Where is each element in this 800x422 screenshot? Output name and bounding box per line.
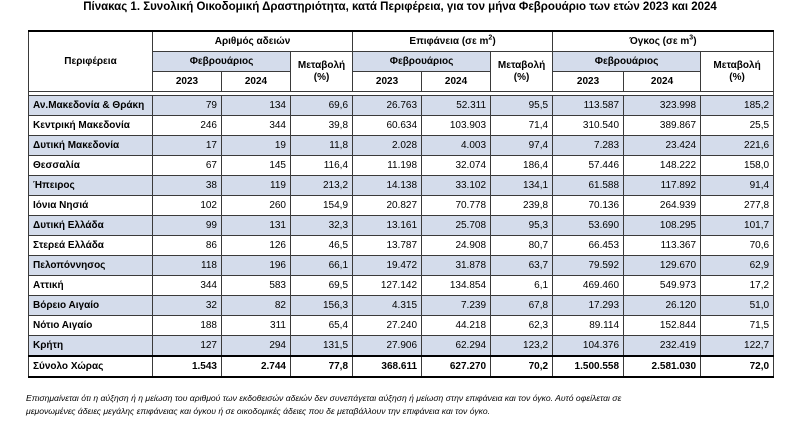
cell-volume-2023: 7.283 <box>553 136 624 156</box>
cell-area-2023: 14.138 <box>353 176 422 196</box>
footnote-line-1: Επισημαίνεται ότι η αύξηση ή η μείωση του αριθμού των εκδοθεισών αδειών δεν συνεπάγεται αύξηση ή μείωση στην επιφάνεια και τον όγκο. Αυτό οφείλεται σε <box>26 393 622 403</box>
total-row <box>29 356 774 377</box>
cell-volume-change: 91,4 <box>701 176 774 196</box>
cell-volume-change: 62,9 <box>701 256 774 276</box>
cell-volume-2023: 104.376 <box>553 336 624 357</box>
cell-permits-2023: 127 <box>153 336 222 357</box>
cell-total-volume-change: 72,0 <box>701 356 774 377</box>
cell-volume-2024: 26.120 <box>624 296 701 316</box>
cell-volume-change: 122,7 <box>701 336 774 357</box>
header-year-2024: 2024 <box>222 72 291 92</box>
cell-volume-2023: 310.540 <box>553 116 624 136</box>
cell-volume-2024: 148.222 <box>624 156 701 176</box>
cell-area-change: 123,2 <box>491 336 553 357</box>
header-year-2023: 2023 <box>353 72 422 92</box>
cell-area-2024: 25.708 <box>422 216 491 236</box>
header-region: Περιφέρεια <box>29 31 153 92</box>
cell-region: Αν.Μακεδονία & Θράκη <box>29 96 153 116</box>
cell-permits-2024: 260 <box>222 196 291 216</box>
cell-area-2023: 11.198 <box>353 156 422 176</box>
cell-area-2023: 27.240 <box>353 316 422 336</box>
cell-region: Στερεά Ελλάδα <box>29 236 153 256</box>
cell-total-permits-change: 77,8 <box>291 356 353 377</box>
cell-area-change: 186,4 <box>491 156 553 176</box>
cell-permits-2023: 38 <box>153 176 222 196</box>
cell-area-2023: 60.634 <box>353 116 422 136</box>
cell-volume-change: 17,2 <box>701 276 774 296</box>
cell-permits-2023: 344 <box>153 276 222 296</box>
cell-permits-2023: 32 <box>153 296 222 316</box>
cell-volume-change: 70,6 <box>701 236 774 256</box>
header-year-2023: 2023 <box>153 72 222 92</box>
cell-volume-change: 51,0 <box>701 296 774 316</box>
cell-volume-change: 71,5 <box>701 316 774 336</box>
cell-volume-change: 25,5 <box>701 116 774 136</box>
table-row <box>29 176 774 196</box>
cell-region: Κεντρική Μακεδονία <box>29 116 153 136</box>
header-permits-month: Φεβρουάριος <box>153 52 291 72</box>
cell-volume-2024: 108.295 <box>624 216 701 236</box>
table-row <box>29 256 774 276</box>
cell-permits-2023: 86 <box>153 236 222 256</box>
cell-area-change: 6,1 <box>491 276 553 296</box>
cell-volume-change: 101,7 <box>701 216 774 236</box>
table-row <box>29 336 774 357</box>
cell-area-change: 80,7 <box>491 236 553 256</box>
table-row <box>29 196 774 216</box>
cell-area-2023: 4.315 <box>353 296 422 316</box>
cell-area-2024: 24.908 <box>422 236 491 256</box>
cell-permits-2024: 19 <box>222 136 291 156</box>
cell-permits-2024: 119 <box>222 176 291 196</box>
cell-region: Ιόνια Νησιά <box>29 196 153 216</box>
table-row <box>29 276 774 296</box>
table-row <box>29 296 774 316</box>
cell-permits-change: 69,6 <box>291 96 353 116</box>
cell-region: Σύνολο Χώρας <box>29 356 153 377</box>
cell-volume-2023: 66.453 <box>553 236 624 256</box>
cell-volume-2023: 57.446 <box>553 156 624 176</box>
cell-volume-2023: 17.293 <box>553 296 624 316</box>
header-volume-change: Μεταβολή (%) <box>701 52 774 92</box>
cell-permits-change: 39,8 <box>291 116 353 136</box>
footnote <box>26 392 786 418</box>
cell-permits-2023: 188 <box>153 316 222 336</box>
cell-permits-2023: 67 <box>153 156 222 176</box>
cell-total-area-2023: 368.611 <box>353 356 422 377</box>
cell-area-2024: 4.003 <box>422 136 491 156</box>
cell-area-change: 97,4 <box>491 136 553 156</box>
cell-area-2024: 103.903 <box>422 116 491 136</box>
cell-area-2024: 33.102 <box>422 176 491 196</box>
table-header <box>29 31 774 92</box>
cell-region: Δυτική Μακεδονία <box>29 136 153 156</box>
cell-region: Θεσσαλία <box>29 156 153 176</box>
table-row <box>29 136 774 156</box>
cell-permits-change: 11,8 <box>291 136 353 156</box>
header-area-change: Μεταβολή (%) <box>491 52 553 92</box>
cell-area-2023: 13.161 <box>353 216 422 236</box>
cell-permits-change: 66,1 <box>291 256 353 276</box>
cell-area-2023: 13.787 <box>353 236 422 256</box>
cell-volume-2024: 232.419 <box>624 336 701 357</box>
cell-area-change: 239,8 <box>491 196 553 216</box>
cell-total-permits-2024: 2.744 <box>222 356 291 377</box>
cell-permits-2024: 145 <box>222 156 291 176</box>
cell-volume-change: 158,0 <box>701 156 774 176</box>
cell-permits-change: 46,5 <box>291 236 353 256</box>
cell-permits-change: 131,5 <box>291 336 353 357</box>
cell-area-change: 95,3 <box>491 216 553 236</box>
table-row <box>29 156 774 176</box>
cell-area-change: 63,7 <box>491 256 553 276</box>
cell-permits-change: 65,4 <box>291 316 353 336</box>
header-year-2024: 2024 <box>624 72 701 92</box>
cell-permits-2023: 79 <box>153 96 222 116</box>
cell-volume-2023: 61.588 <box>553 176 624 196</box>
cell-area-2023: 127.142 <box>353 276 422 296</box>
header-permits: Αριθμός αδειών <box>153 31 353 52</box>
cell-region: Ήπειρος <box>29 176 153 196</box>
cell-area-2023: 2.028 <box>353 136 422 156</box>
cell-volume-2024: 264.939 <box>624 196 701 216</box>
cell-volume-change: 277,8 <box>701 196 774 216</box>
cell-area-2023: 26.763 <box>353 96 422 116</box>
cell-area-2024: 44.218 <box>422 316 491 336</box>
table-title: Πίνακας 1. Συνολική Οικοδομική Δραστηριότητα, κατά Περιφέρεια, για τον μήνα Φεβρουάριο των ετών 2023 και 2024 <box>83 1 717 13</box>
table-row <box>29 96 774 116</box>
cell-volume-2024: 117.892 <box>624 176 701 196</box>
cell-permits-2024: 131 <box>222 216 291 236</box>
cell-permits-change: 213,2 <box>291 176 353 196</box>
cell-area-2024: 31.878 <box>422 256 491 276</box>
cell-total-volume-2023: 1.500.558 <box>553 356 624 377</box>
cell-area-2024: 134.854 <box>422 276 491 296</box>
cell-permits-2024: 134 <box>222 96 291 116</box>
cell-volume-2024: 129.670 <box>624 256 701 276</box>
cell-permits-2023: 17 <box>153 136 222 156</box>
cell-region: Αττική <box>29 276 153 296</box>
cell-permits-change: 116,4 <box>291 156 353 176</box>
cell-volume-2024: 152.844 <box>624 316 701 336</box>
cell-area-2024: 52.311 <box>422 96 491 116</box>
cell-area-2023: 20.827 <box>353 196 422 216</box>
cell-volume-2023: 79.592 <box>553 256 624 276</box>
table-row <box>29 316 774 336</box>
cell-volume-2023: 89.114 <box>553 316 624 336</box>
cell-permits-change: 154,9 <box>291 196 353 216</box>
cell-total-area-change: 70,2 <box>491 356 553 377</box>
header-volume-month: Φεβρουάριος <box>553 52 701 72</box>
cell-permits-change: 32,3 <box>291 216 353 236</box>
cell-region: Δυτική Ελλάδα <box>29 216 153 236</box>
cell-total-volume-2024: 2.581.030 <box>624 356 701 377</box>
footnote-line-2: μεμονωμένες άδειες μεγάλης επιφάνειας και όγκου ή σε οικοδομικές άδειες που δε μεταβάλλουν την επιφάνεια και τον όγκο. <box>26 406 490 416</box>
table-row <box>29 216 774 236</box>
cell-volume-2024: 23.424 <box>624 136 701 156</box>
header-area: Επιφάνεια (σε $m^2$) <box>353 31 553 52</box>
cell-permits-2024: 196 <box>222 256 291 276</box>
cell-volume-2024: 113.367 <box>624 236 701 256</box>
table-row <box>29 236 774 256</box>
cell-area-2024: 7.239 <box>422 296 491 316</box>
cell-permits-2024: 311 <box>222 316 291 336</box>
cell-area-change: 134,1 <box>491 176 553 196</box>
cell-region: Κρήτη <box>29 336 153 357</box>
cell-volume-2024: 389.867 <box>624 116 701 136</box>
cell-area-2023: 19.472 <box>353 256 422 276</box>
cell-permits-2024: 126 <box>222 236 291 256</box>
header-year-2024: 2024 <box>422 72 491 92</box>
cell-area-change: 71,4 <box>491 116 553 136</box>
cell-area-change: 67,8 <box>491 296 553 316</box>
cell-total-permits-2023: 1.543 <box>153 356 222 377</box>
cell-area-2024: 62.294 <box>422 336 491 357</box>
cell-volume-2024: 549.973 <box>624 276 701 296</box>
cell-permits-change: 156,3 <box>291 296 353 316</box>
cell-area-change: 62,3 <box>491 316 553 336</box>
cell-permits-2023: 99 <box>153 216 222 236</box>
cell-permits-2023: 102 <box>153 196 222 216</box>
cell-region: Βόρειο Αιγαίο <box>29 296 153 316</box>
table-row <box>29 116 774 136</box>
cell-region: Νότιο Αιγαίο <box>29 316 153 336</box>
cell-volume-2023: 113.587 <box>553 96 624 116</box>
cell-total-area-2024: 627.270 <box>422 356 491 377</box>
cell-permits-2024: 82 <box>222 296 291 316</box>
cell-permits-2024: 294 <box>222 336 291 357</box>
header-area-month: Φεβρουάριος <box>353 52 491 72</box>
construction-activity-table <box>28 30 774 378</box>
cell-area-change: 95,5 <box>491 96 553 116</box>
header-year-2023: 2023 <box>553 72 624 92</box>
cell-area-2024: 32.074 <box>422 156 491 176</box>
cell-volume-change: 221,6 <box>701 136 774 156</box>
cell-permits-2024: 344 <box>222 116 291 136</box>
cell-region: Πελοπόννησος <box>29 256 153 276</box>
cell-permits-2024: 583 <box>222 276 291 296</box>
cell-volume-2023: 469.460 <box>553 276 624 296</box>
cell-volume-change: 185,2 <box>701 96 774 116</box>
header-permits-change: Μεταβολή (%) <box>291 52 353 92</box>
cell-area-2023: 27.906 <box>353 336 422 357</box>
header-volume: Όγκος (σε $m^3$) <box>553 31 774 52</box>
cell-permits-2023: 246 <box>153 116 222 136</box>
cell-area-2024: 70.778 <box>422 196 491 216</box>
cell-volume-2024: 323.998 <box>624 96 701 116</box>
cell-permits-change: 69,5 <box>291 276 353 296</box>
cell-volume-2023: 70.136 <box>553 196 624 216</box>
table-body <box>29 92 774 378</box>
cell-volume-2023: 53.690 <box>553 216 624 236</box>
cell-permits-2023: 118 <box>153 256 222 276</box>
